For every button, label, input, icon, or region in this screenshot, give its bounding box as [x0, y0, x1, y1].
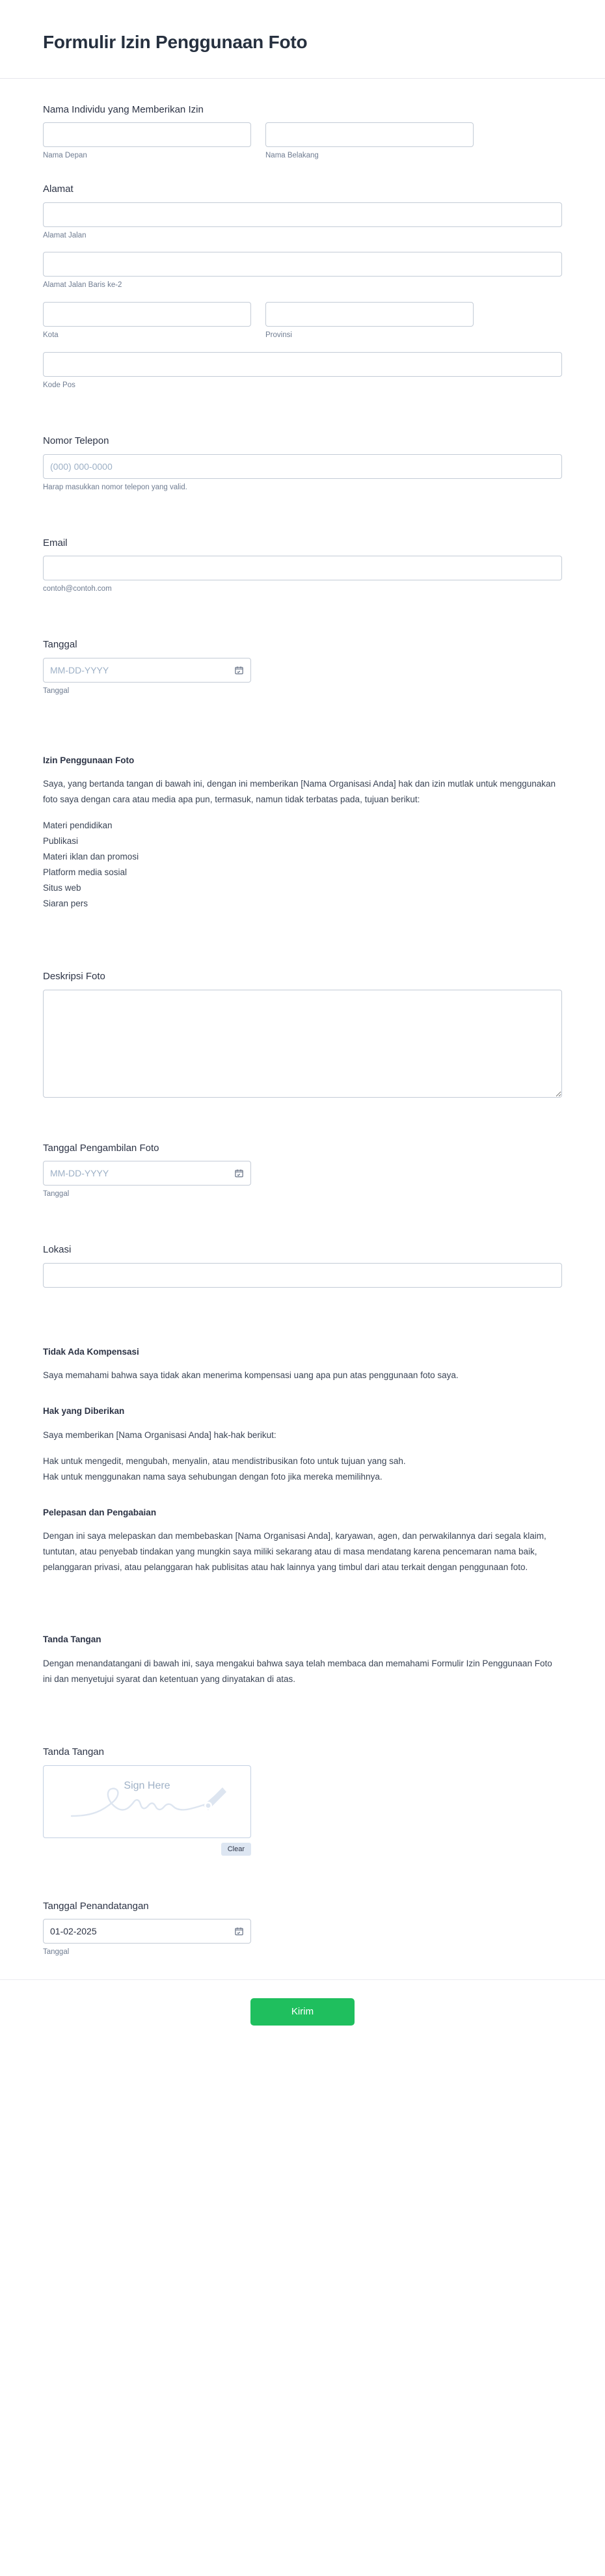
photo-description-label: Deskripsi Foto: [43, 971, 105, 983]
submit-area: [0, 1980, 605, 2053]
spacer: [43, 413, 562, 435]
photo-date-input-wrapper: [43, 1161, 251, 1186]
rights-granted-section: [43, 1405, 562, 1485]
signature-label: Tanda Tangan: [43, 1746, 104, 1758]
location-label: Lokasi: [43, 1244, 72, 1256]
postal-col: [43, 352, 562, 390]
email-label: Email: [43, 537, 68, 549]
list-item: Materi pendidikan: [43, 820, 113, 831]
location-input[interactable]: [43, 1263, 562, 1288]
postal-code-input[interactable]: [43, 352, 562, 377]
list-item: Hak untuk mengedit, mengubah, menyalin, atau mendistribusikan foto untuk tujuan yang sah.: [43, 1456, 406, 1466]
province-input[interactable]: [265, 302, 474, 327]
form-header: [0, 0, 605, 78]
signature-ack-paragraph: Dengan menandatangani di bawah ini, saya mengakui bahwa saya telah membaca dan memahami Formulir Izin Penggunaan Foto ini dan menyetujui syarat dan ketentuan yang dinyatakan di atas.: [43, 1659, 552, 1685]
list-item: Materi iklan dan promosi: [43, 852, 139, 862]
street-address-sublabel: Alamat Jalan: [43, 231, 87, 239]
street-address-line2-sublabel: Alamat Jalan Baris ke-2: [43, 281, 122, 290]
city-col: [43, 302, 251, 340]
field-address-block: [43, 183, 562, 390]
rights-granted-heading: Hak yang Diberikan: [43, 1406, 125, 1417]
signature-pad[interactable]: [43, 1765, 251, 1838]
field-signature-block: [43, 1746, 562, 1856]
last-name-sublabel: Nama Belakang: [265, 152, 319, 160]
field-photo-date-block: [43, 1142, 562, 1199]
spacer: [43, 718, 562, 755]
sign-date-label: Tanggal Penandatangan: [43, 1900, 149, 1912]
spacer: [43, 1597, 562, 1634]
field-sign-date-block: [43, 1900, 562, 1957]
photo-description-textarea[interactable]: [43, 990, 562, 1098]
list-item: Platform media sosial: [43, 867, 128, 878]
province-col: [265, 302, 474, 340]
field-location-block: [43, 1243, 562, 1288]
spacer: [43, 934, 562, 970]
field-date-block: [43, 638, 562, 696]
signature-ack-section: [43, 1634, 562, 1687]
first-name-sublabel: Nama Depan: [43, 152, 87, 160]
city-input[interactable]: [43, 302, 251, 327]
signature-clear-row: [43, 1843, 251, 1856]
email-sublabel: contoh@contoh.com: [43, 585, 112, 593]
photo-permission-list: [43, 818, 562, 912]
list-item: Situs web: [43, 883, 81, 893]
name-row: [43, 122, 562, 161]
date-input-wrapper: [43, 658, 251, 683]
photo-date-label: Tanggal Pengambilan Foto: [43, 1142, 159, 1154]
page-title: Formulir Izin Penggunaan Foto: [43, 32, 308, 52]
email-input[interactable]: [43, 556, 562, 580]
postal-code-sublabel: Kode Pos: [43, 381, 75, 390]
release-heading: Pelepasan dan Pengabaian: [43, 1507, 157, 1517]
no-compensation-paragraph: Saya memahami bahwa saya tidak akan menerima kompensasi uang apa pun atas penggunaan foto saya.: [43, 1370, 459, 1381]
photo-permission-heading: Izin Penggunaan Foto: [43, 755, 135, 765]
date-input[interactable]: [43, 658, 251, 683]
photo-date-sublabel: Tanggal: [43, 1190, 70, 1199]
sign-date-sublabel: Tanggal: [43, 1948, 70, 1957]
field-photo-description-block: [43, 970, 562, 1098]
first-name-input[interactable]: [43, 122, 251, 147]
spacer: [43, 1221, 562, 1243]
street-address-line2-input[interactable]: [43, 252, 562, 277]
date-sublabel: Tanggal: [43, 686, 70, 695]
signature-decoration: [44, 1778, 250, 1825]
spacer: [43, 616, 562, 638]
phone-label: Nomor Telepon: [43, 435, 109, 447]
phone-sublabel: Harap masukkan nomor telepon yang valid.: [43, 483, 187, 491]
field-email-block: [43, 537, 562, 594]
spacer: [43, 1878, 562, 1900]
phone-input[interactable]: [43, 454, 562, 479]
rights-granted-list: [43, 1454, 562, 1485]
clear-signature-button[interactable]: Clear: [221, 1843, 251, 1856]
field-name-block: [43, 103, 562, 161]
signature-ack-heading: Tanda Tangan: [43, 1634, 101, 1645]
signature-placeholder: Sign Here: [124, 1780, 170, 1791]
name-label: Nama Individu yang Memberikan Izin: [43, 103, 204, 115]
photo-permission-paragraph: Saya, yang bertanda tangan di bawah ini, dengan ini memberikan [Nama Organisasi Anda] hak dan izin mutlak untuk menggunakan foto saya dengan cara atau media apa pun, termasuk, namun tidak terbatas pada, tujuan berikut:: [43, 779, 556, 805]
list-item: Siaran pers: [43, 899, 88, 909]
no-compensation-section: [43, 1346, 562, 1384]
street-address-input[interactable]: [43, 202, 562, 227]
sign-date-input-wrapper: [43, 1919, 251, 1944]
city-sublabel: Kota: [43, 331, 59, 340]
city-province-row: [43, 302, 562, 340]
field-phone-block: [43, 435, 562, 492]
photo-date-input[interactable]: [43, 1161, 251, 1186]
last-name-col: [265, 122, 474, 161]
spacer: [43, 515, 562, 537]
release-paragraph: Dengan ini saya melepaskan dan membebaskan [Nama Organisasi Anda], karyawan, agen, dan perwakilannya dari segala klaim, tuntutan, atau penyebab tindakan yang mungkin saya miliki sekarang atau di masa mendatang karena pencemaran nama baik, pelanggaran privasi, atau pelanggaran hak publisitas atau hak lainnya yang timbul dari atau terkait dengan penggunaan foto.: [43, 1531, 546, 1573]
list-item: Publikasi: [43, 836, 79, 847]
sign-date-input[interactable]: [43, 1919, 251, 1944]
date-label: Tanggal: [43, 639, 77, 651]
release-section: [43, 1507, 562, 1576]
rights-granted-paragraph: Saya memberikan [Nama Organisasi Anda] hak-hak berikut:: [43, 1430, 276, 1440]
form-body: [0, 79, 605, 1957]
street2-col: [43, 252, 562, 290]
last-name-input[interactable]: [265, 122, 474, 147]
spacer: [43, 1120, 562, 1142]
list-item: Hak untuk menggunakan nama saya sehubungan dengan foto jika mereka memilihnya.: [43, 1471, 383, 1482]
spacer: [43, 1310, 562, 1346]
address-label: Alamat: [43, 183, 74, 195]
spacer: [43, 1709, 562, 1746]
photo-permission-section: [43, 755, 562, 912]
first-name-col: [43, 122, 251, 161]
submit-button[interactable]: Kirim: [250, 1998, 355, 2026]
street-col: [43, 202, 562, 241]
pen-nib-icon: [203, 1787, 226, 1810]
signature-squiggle-icon: [62, 1778, 232, 1825]
no-compensation-heading: Tidak Ada Kompensasi: [43, 1346, 139, 1357]
province-sublabel: Provinsi: [265, 331, 292, 340]
